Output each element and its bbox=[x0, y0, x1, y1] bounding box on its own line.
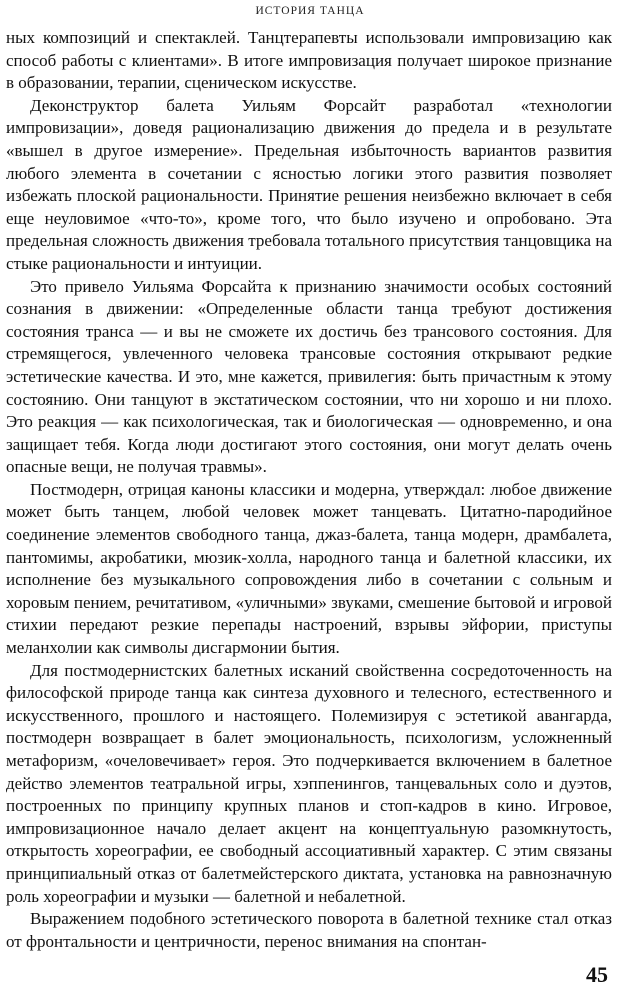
paragraph: Для постмодернистских балетных исканий свойственна сосредоточенность на философской природе танца как синтеза духовного и телесного, естественного и искусственного, прошлого и настоящего. Полемизируя с эстетикой авангарда, постмодерн возвращает в балет эмоциональность, психологизм, усложненный метафоризм, «очеловечивает» героя. Это подчеркивается включением в балетное действо элементов театральной игры, хэппенингов, танцевальных соло и дуэтов, построенных по принципу крупных планов и стоп-кадров в кино. Игровое, импровизационное начало делает акцент на концептуальную разомкнутость, открытость хореографии, ее свободный ассоциативный характер. С этим связаны принципиальный отказ от балетмейстерского диктата, установка на равнозначную роль хореографии и музыки — балетной и небалетной. bbox=[6, 660, 612, 906]
running-head: ИСТОРИЯ ТАНЦА bbox=[255, 5, 365, 17]
paragraph: Это привело Уильяма Форсайта к признанию значимости особых состояний сознания в движении: «Определенные области танца требуют достижения состояния транса — и вы не сможете их достичь без трансового состояния. Для стремящегося, увлеченного человека трансовые состояния открывают редкие эстетические качества. И это, мне кажется, привилегия: быть причастным к этому состоянию. Они танцуют в экстатическом состоянии, что ни хорошо и ни плохо. Это реакция — как психологическая, так и биологическая — одновременно, и она защищает тебя. Когда люди достигают этого состояния, они могут делать очень опасные вещи, не получая травмы». bbox=[6, 276, 612, 477]
body-text bbox=[6, 27, 612, 953]
paragraph: Деконструктор балета Уильям Форсайт разработал «технологии импровизации», доведя рационализацию движения до предела и в результате «вышел в другое измерение». Предельная избыточность вариантов развития любого элемента в сочетании с ясностью логики этого развития позволяет избежать плоской рациональности. Принятие решения неизбежно включает в себя еще неуловимое «что-то», кроме того, что было изучено и опробовано. Эта предельная сложность движения требовала тотального присутствия танцовщика на стыке рациональности и интуиции. bbox=[6, 95, 612, 273]
paragraph: Выражением подобного эстетического поворота в балетной технике стал отказ от фронтальности и центричности, перенос внимания на спонтан- bbox=[6, 909, 612, 951]
page-number: 45 bbox=[586, 962, 608, 987]
paragraph: Постмодерн, отрицая каноны классики и модерна, утверждал: любое движение может быть танцем, любой человек может танцевать. Цитатно-пародийное соединение элементов свободного танца, джаз-балета, танца модерн, драмбалета, пантомимы, акробатики, мюзик-холла, народного танца и балетной классики, их исполнение без музыкального сопровождения либо в сочетании с сольным и хоровым пением, речитативом, «уличными» звуками, смешение бытовой и игровой стихии передают резкие перепады настроений, взрывы эйфории, приступы меланхолии как символы дисгармонии бытия. bbox=[6, 479, 612, 658]
paragraph: ных композиций и спектаклей. Танцтерапевты использовали импровизацию как способ работы с клиентами». В итоге импровизация получает широкое признание в образовании, терапии, сценическом искусстве. bbox=[6, 28, 612, 93]
